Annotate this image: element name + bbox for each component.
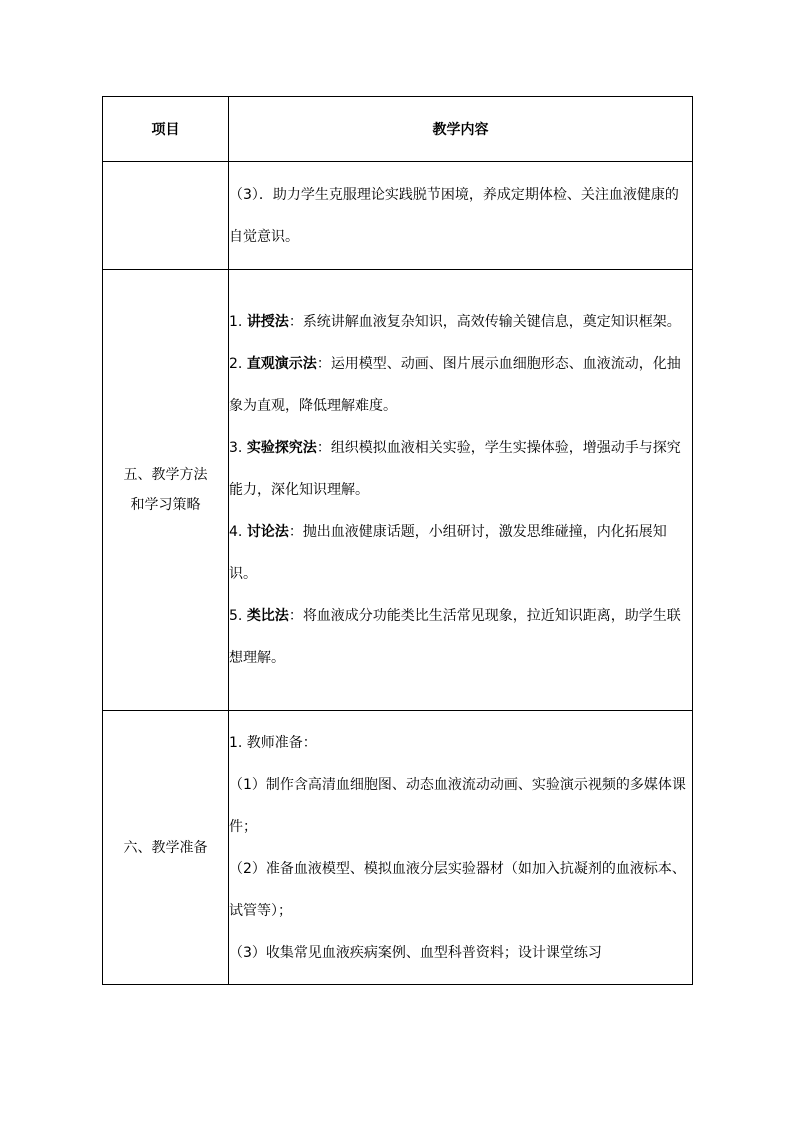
- method-item: 2. 直观演示法：运用模型、动画、图片展示血细胞形态、血液流动，化抽象为直观，降低理解难度。: [229, 356, 681, 414]
- header-cell-content: 教学内容: [229, 97, 693, 162]
- teaching-plan-table: [102, 96, 693, 985]
- row-content-cell: [229, 711, 693, 985]
- method-item: 4. 讨论法：抛出血液健康话题，小组研讨，激发思维碰撞，内化拓展知识。: [229, 524, 667, 582]
- prep-heading: 1. 教师准备：: [229, 734, 317, 751]
- method-desc: 将血液成分功能类比生活常见现象，拉近知识距离，助学生联想理解。: [229, 608, 681, 666]
- header-cell-item: 项目: [103, 97, 229, 162]
- table-row: [103, 711, 693, 985]
- row-label-methods: [103, 270, 229, 711]
- label-line: 五、教学方法: [123, 467, 208, 483]
- method-item: 1. 讲授法：系统讲解血液复杂知识，高效传输关键信息，奠定知识框架。: [229, 314, 681, 330]
- prep-item: （2）准备血液模型、模拟血液分层实验器材（如加入抗凝剂的血液标本、试管等）；: [229, 860, 686, 919]
- row-content-cell: [229, 270, 693, 711]
- method-desc: 运用模型、动画、图片展示血细胞形态、血液流动，化抽象为直观，降低理解难度。: [229, 356, 681, 414]
- paragraph-awareness: （3）．助力学生克服理论实践脱节困境，养成定期体检、关注血液健康的自觉意识。: [229, 186, 679, 245]
- method-item: 5. 类比法：将血液成分功能类比生活常见现象，拉近知识距离，助学生联想理解。: [229, 608, 681, 666]
- row-label-prep: 六、教学准备: [103, 711, 229, 985]
- row-content-cell: [229, 162, 693, 270]
- method-desc: 抛出血液健康话题，小组研讨，激发思维碰撞，内化拓展知识。: [229, 524, 667, 582]
- prep-item: （1）制作含高清血细胞图、动态血液流动动画、实验演示视频的多媒体课件；: [229, 776, 686, 835]
- label-line: 和学习策略: [130, 497, 201, 513]
- method-desc: 系统讲解血液复杂知识，高效传输关键信息，奠定知识框架。: [302, 314, 681, 330]
- table-row: [103, 270, 693, 711]
- table-row: [103, 162, 693, 270]
- method-item: 3. 实验探究法：组织模拟血液相关实验，学生实操体验，增强动手与探究能力，深化知识理解。: [229, 440, 681, 498]
- method-term: 讲授法: [246, 314, 289, 330]
- method-term: 直观演示法: [246, 356, 317, 372]
- prep-item: （3）收集常见血液疾病案例、血型科普资料；设计课堂练习: [229, 944, 602, 961]
- row-label-empty: [103, 162, 229, 270]
- method-term: 实验探究法: [246, 440, 317, 456]
- table-header-row: [103, 97, 693, 162]
- method-term: 讨论法: [246, 524, 289, 540]
- method-desc: 组织模拟血液相关实验，学生实操体验，增强动手与探究能力，深化知识理解。: [229, 440, 681, 498]
- method-term: 类比法: [246, 608, 289, 624]
